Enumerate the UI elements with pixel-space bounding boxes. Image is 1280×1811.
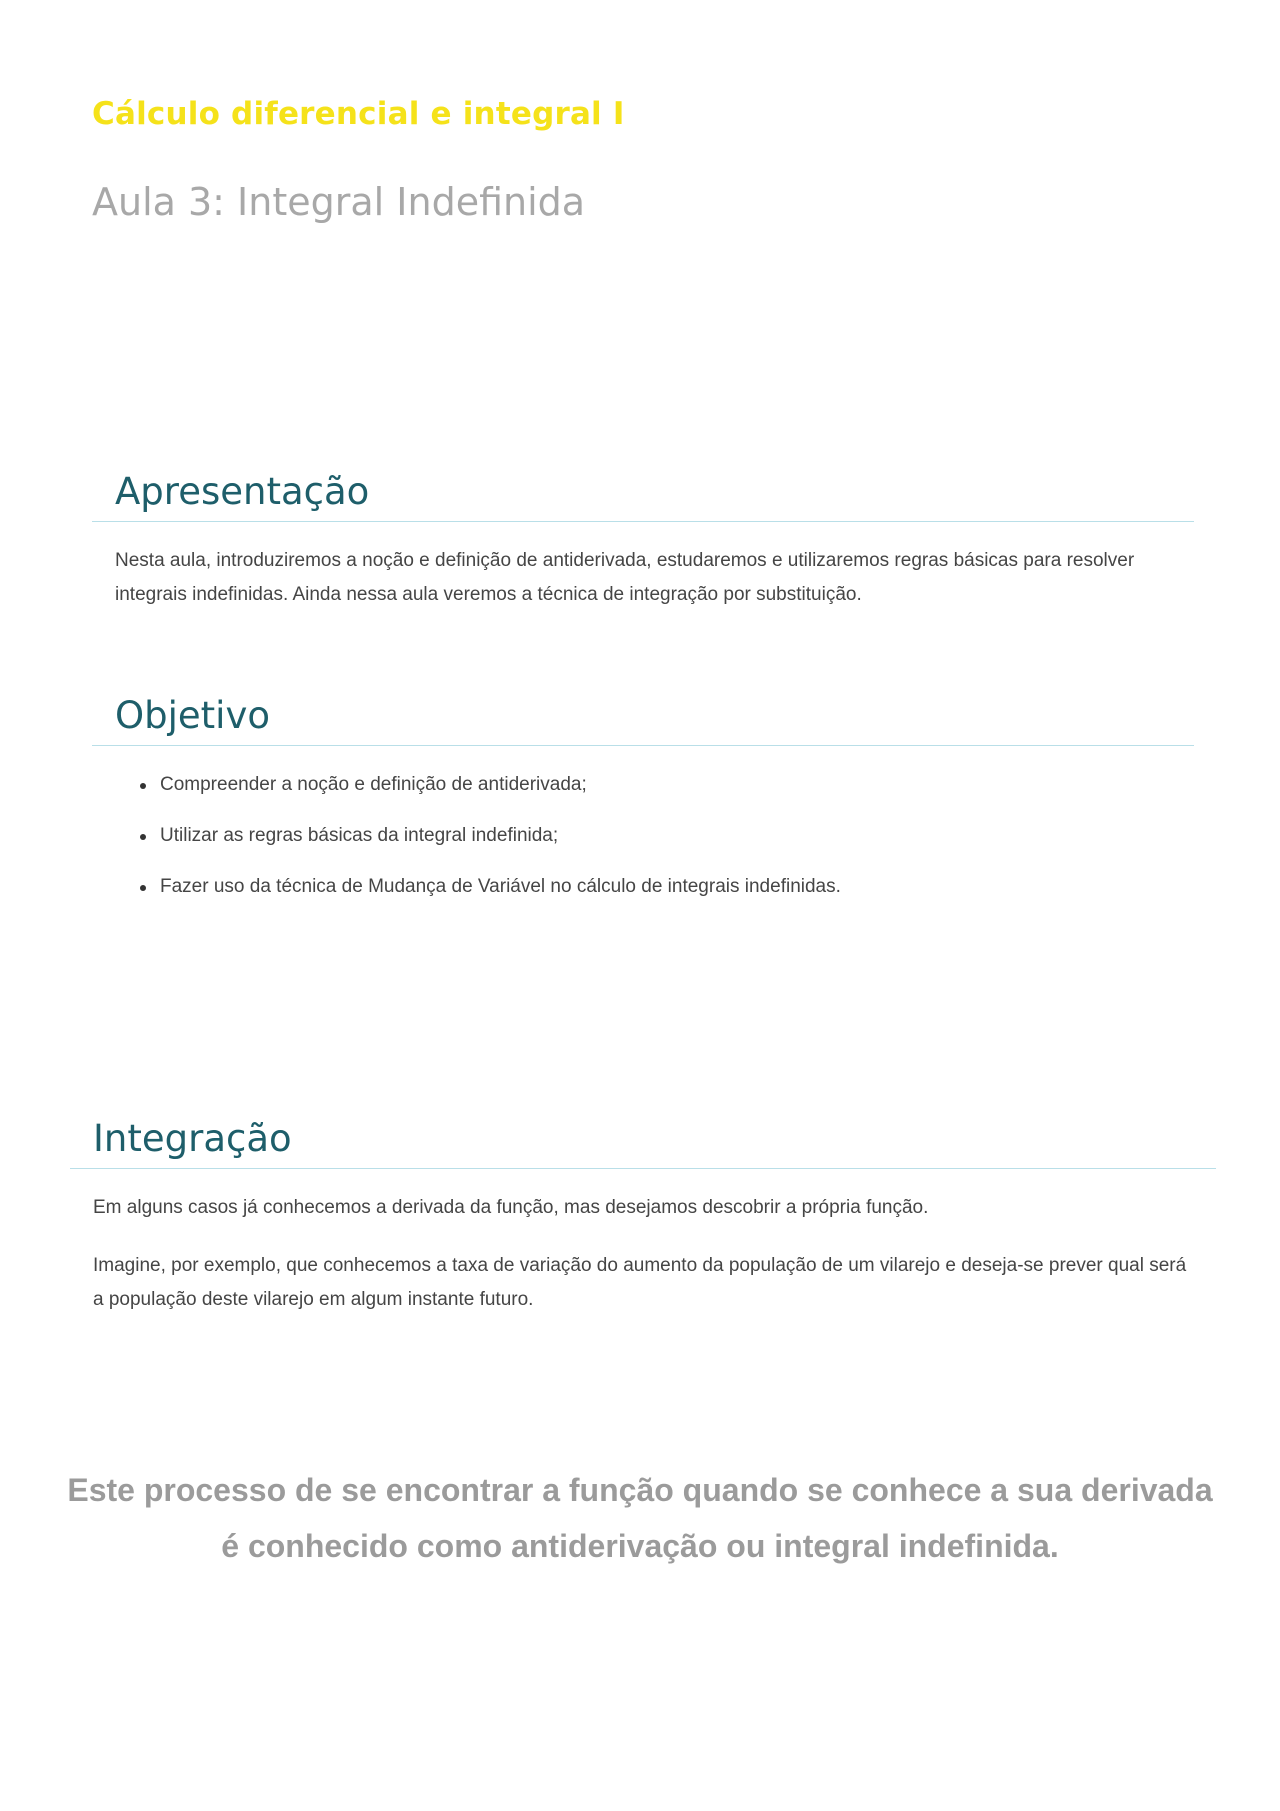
section-integracao <box>70 1117 1216 1317</box>
section-objetivo <box>92 694 1194 921</box>
objetivo-list <box>92 768 1194 904</box>
list-item: Compreender a noção e definição de antiderivada; <box>160 768 1194 802</box>
integracao-paragraph-2: Imagine, por exemplo, que conhecemos a taxa de variação do aumento da população de um vilarejo e deseja-se prever qual será a população deste vilarejo em algum instante futuro. <box>93 1255 1187 1310</box>
course-title: Cálculo diferencial e integral I <box>92 96 625 132</box>
section-heading-apresentacao: Apresentação <box>92 470 1194 522</box>
list-item: Fazer uso da técnica de Mudança de Variável no cálculo de integrais indefinidas. <box>160 870 1194 904</box>
list-item: Utilizar as regras básicas da integral indefinida; <box>160 819 1194 853</box>
section-heading-objetivo: Objetivo <box>92 694 1194 746</box>
section-apresentacao <box>92 470 1194 612</box>
apresentacao-text: Nesta aula, introduziremos a noção e definição de antiderivada, estudaremos e utilizaremos regras básicas para resolver integrais indefinidas. Ainda nessa aula veremos a técnica de integração por substituição. <box>115 550 1135 605</box>
integracao-paragraph-1: Em alguns casos já conhecemos a derivada da função, mas desejamos descobrir a própria função. <box>93 1197 929 1218</box>
lesson-title: Aula 3: Integral Indefinida <box>92 180 586 224</box>
highlight-quote: Este processo de se encontrar a função quando se conhece a sua derivada é conhecido como antiderivação ou integral indefinida. <box>67 1472 1213 1564</box>
section-heading-integracao: Integração <box>70 1117 1216 1169</box>
